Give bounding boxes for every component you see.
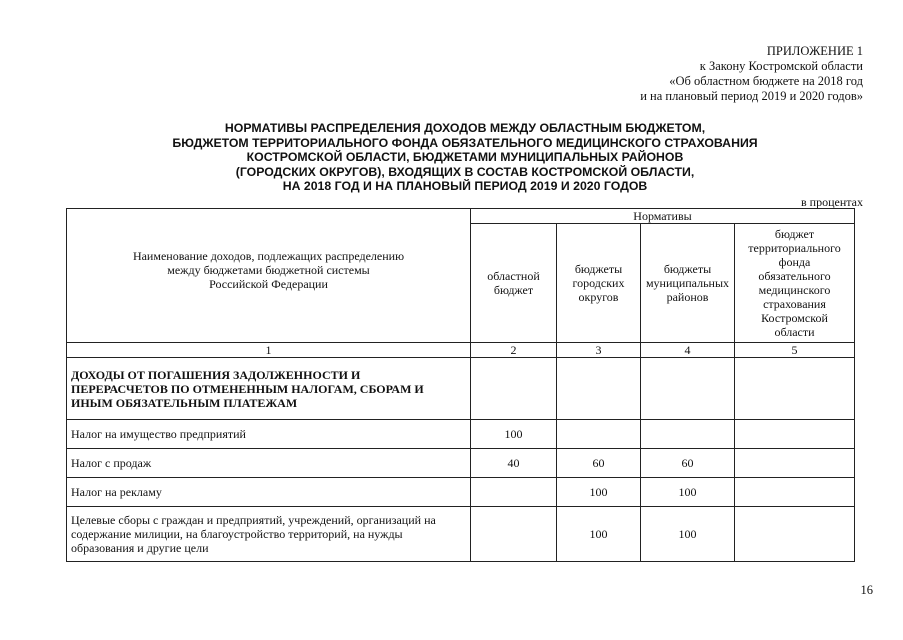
title-line: КОСТРОМСКОЙ ОБЛАСТИ, БЮДЖЕТАМИ МУНИЦИПАЛЬНЫХ РАЙОНОВ: [246, 150, 684, 165]
row-name: ДОХОДЫ ОТ ПОГАШЕНИЯ ЗАДОЛЖЕННОСТИ И ПЕРЕРАСЧЕТОВ ПО ОТМЕНЕННЫМ НАЛОГАМ, СБОРАМ И ИНЫМ ОБЯЗАТЕЛЬНЫМ ПЛАТЕЖАМ: [67, 358, 471, 420]
value-cell: [735, 449, 855, 478]
appendix-line: ПРИЛОЖЕНИЕ 1: [766, 44, 863, 58]
column-number: 4: [641, 343, 735, 358]
norms-table: [66, 208, 855, 562]
value-cell: 100: [557, 478, 641, 507]
table-row: [67, 449, 855, 478]
value-cell: [735, 358, 855, 420]
column-header-city-districts: бюджеты городских округов: [557, 224, 641, 343]
table-row: [67, 420, 855, 449]
page-number: 16: [860, 583, 873, 597]
value-cell: [641, 420, 735, 449]
norms-group-header: Нормативы: [471, 209, 855, 224]
title-line: (ГОРОДСКИХ ОКРУГОВ), ВХОДЯЩИХ В СОСТАВ КОСТРОМСКОЙ ОБЛАСТИ,: [235, 164, 695, 179]
value-cell: 60: [557, 449, 641, 478]
column-header-regional: областной бюджет: [471, 224, 557, 343]
title-line: БЮДЖЕТОМ ТЕРРИТОРИАЛЬНОГО ФОНДА ОБЯЗАТЕЛЬНОГО МЕДИЦИНСКОГО СТРАХОВАНИЯ: [172, 135, 758, 150]
value-cell: 60: [641, 449, 735, 478]
appendix-header: [640, 44, 863, 104]
appendix-line: к Закону Костромской области: [699, 59, 863, 73]
value-cell: [735, 478, 855, 507]
table-row: [67, 358, 855, 420]
value-cell: 100: [471, 420, 557, 449]
row-name: Целевые сборы с граждан и предприятий, учреждений, организаций на содержание милиции, на благоустройство территорий, на нужды образования и другие цели: [67, 507, 471, 562]
value-cell: [471, 358, 557, 420]
title-line: НОРМАТИВЫ РАСПРЕДЕЛЕНИЯ ДОХОДОВ МЕЖДУ ОБЛАСТНЫМ БЮДЖЕТОМ,: [224, 121, 706, 135]
value-cell: [735, 507, 855, 562]
value-cell: [641, 358, 735, 420]
value-cell: 40: [471, 449, 557, 478]
table-row: [67, 478, 855, 507]
value-cell: [471, 478, 557, 507]
document-title: [70, 121, 860, 194]
appendix-line: «Об областном бюджете на 2018 год: [669, 74, 863, 88]
column-number: 3: [557, 343, 641, 358]
units-label: в процентах: [801, 195, 863, 209]
name-column-header: Наименование доходов, подлежащих распределению между бюджетами бюджетной системы Российской Федерации: [67, 209, 471, 343]
column-number: 2: [471, 343, 557, 358]
value-cell: 100: [641, 478, 735, 507]
value-cell: [557, 358, 641, 420]
value-cell: [557, 420, 641, 449]
row-name: Налог с продаж: [67, 449, 471, 478]
value-cell: [735, 420, 855, 449]
column-number: 5: [735, 343, 855, 358]
row-name: Налог на рекламу: [67, 478, 471, 507]
title-line: НА 2018 ГОД И НА ПЛАНОВЫЙ ПЕРИОД 2019 И 2020 ГОДОВ: [282, 179, 648, 194]
header-row: [67, 209, 855, 224]
value-cell: 100: [641, 507, 735, 562]
column-number-row: [67, 343, 855, 358]
value-cell: [471, 507, 557, 562]
table-row: [67, 507, 855, 562]
column-header-medical-fund: бюджет территориального фонда обязательного медицинского страхования Костромской области: [735, 224, 855, 343]
column-number: 1: [67, 343, 471, 358]
column-header-municipal-districts: бюджеты муниципальных районов: [641, 224, 735, 343]
appendix-line: и на плановый период 2019 и 2020 годов»: [640, 89, 863, 103]
row-name: Налог на имущество предприятий: [67, 420, 471, 449]
value-cell: 100: [557, 507, 641, 562]
